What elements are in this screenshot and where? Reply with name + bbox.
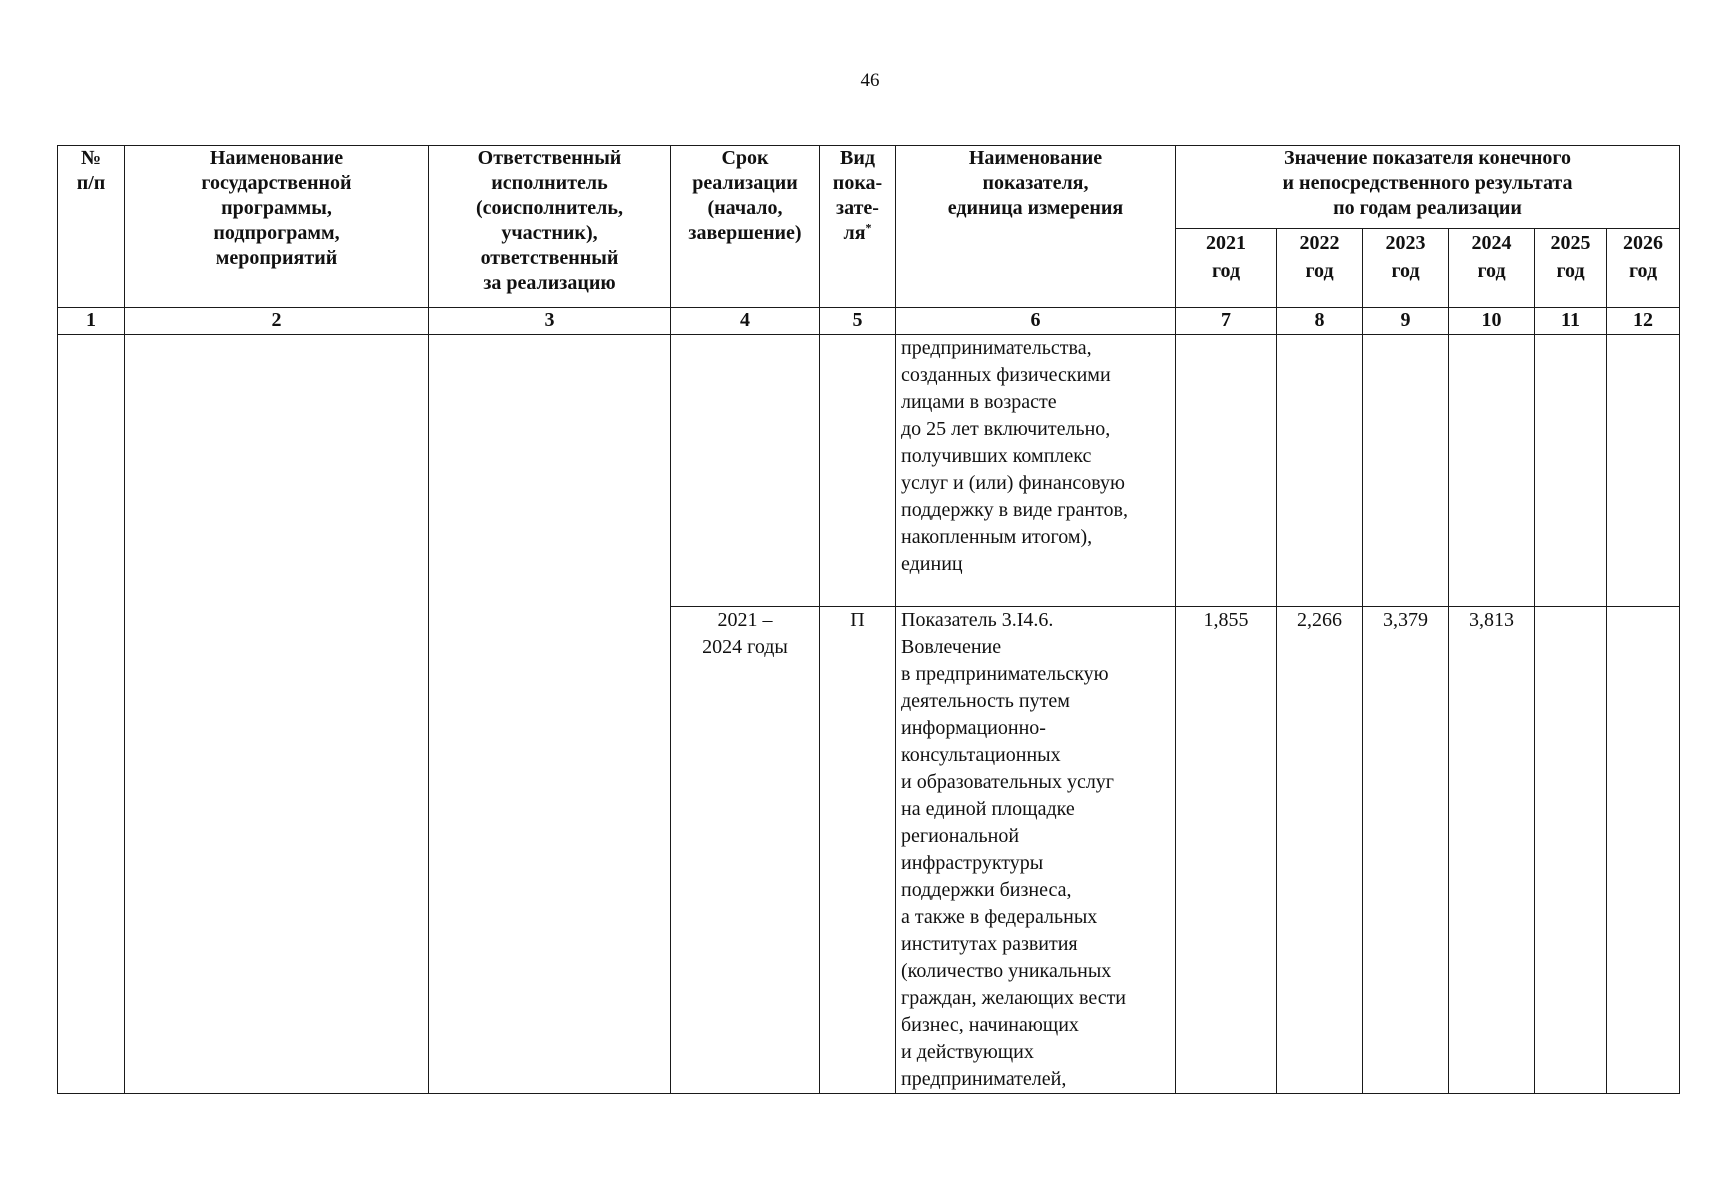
- column-number: 9: [1363, 308, 1449, 335]
- page-number: 46: [860, 70, 880, 91]
- header-year-2022: 2022 год: [1277, 229, 1363, 308]
- header-year-2023: 2023 год: [1363, 229, 1449, 308]
- header-indicator-type: [820, 146, 896, 308]
- column-number: 10: [1449, 308, 1535, 335]
- column-number: 11: [1535, 308, 1607, 335]
- cell-indicator-type: [820, 335, 896, 607]
- header-responsible: Ответственный исполнитель (соисполнитель, участник), ответственный за реализацию: [429, 146, 671, 308]
- cell-value-2024: [1449, 335, 1535, 607]
- indicators-table: [57, 145, 1680, 1094]
- cell-period: 2021 – 2024 годы: [671, 607, 820, 1094]
- header-year-2024: 2024 год: [1449, 229, 1535, 308]
- header-number: № п/п: [58, 146, 125, 308]
- cell-value-2022: [1277, 335, 1363, 607]
- header-indicator-type-footnote: *: [865, 220, 872, 235]
- cell-indicator-type: П: [820, 607, 896, 1094]
- header-program-name: Наименование государственной программы, подпрограмм, мероприятий: [125, 146, 429, 308]
- table-row: [58, 335, 1680, 607]
- cell-indicator-name: Показатель 3.I4.6. Вовлечение в предпринимательскую деятельность путем информационно- консультационных и образовательных услуг на единой площадке региональной инфраструктуры поддержки бизнеса, а также в федеральных институтах развития (количество уникальных граждан, желающих вести бизнес, начинающих и действующих предпринимателей,: [896, 607, 1176, 1094]
- cell-value-2025: [1535, 335, 1607, 607]
- header-year-2025: 2025 год: [1535, 229, 1607, 308]
- header-values-group: Значение показателя конечного и непосредственного результата по годам реализации: [1176, 146, 1680, 229]
- cell-value-2023: 3,379: [1363, 607, 1449, 1094]
- cell-value-2026: [1607, 335, 1680, 607]
- column-number: 6: [896, 308, 1176, 335]
- cell-value-2023: [1363, 335, 1449, 607]
- column-number: 7: [1176, 308, 1277, 335]
- cell-value-2021: [1176, 335, 1277, 607]
- cell-value-2022: 2,266: [1277, 607, 1363, 1094]
- column-number: 5: [820, 308, 896, 335]
- cell-responsible: [429, 335, 671, 1094]
- cell-value-2024: 3,813: [1449, 607, 1535, 1094]
- column-number: 2: [125, 308, 429, 335]
- cell-value-2021: 1,855: [1176, 607, 1277, 1094]
- header-period: Срок реализации (начало, завершение): [671, 146, 820, 308]
- column-number: 12: [1607, 308, 1680, 335]
- column-number: 8: [1277, 308, 1363, 335]
- header-year-2026: 2026 год: [1607, 229, 1680, 308]
- column-number: 3: [429, 308, 671, 335]
- cell-value-2026: [1607, 607, 1680, 1094]
- header-indicator-name: Наименование показателя, единица измерения: [896, 146, 1176, 308]
- column-number: 1: [58, 308, 125, 335]
- column-numbers-row: [58, 308, 1680, 335]
- cell-number: [58, 335, 125, 1094]
- header-indicator-type-text: Вид пока- зате- ля: [832, 147, 883, 244]
- header-year-2021: 2021 год: [1176, 229, 1277, 308]
- cell-indicator-name: предпринимательства, созданных физическими лицами в возрасте до 25 лет включительно, получивших комплекс услуг и (или) финансовую поддержку в виде грантов, накопленным итогом), единиц: [896, 335, 1176, 607]
- cell-program-name: [125, 335, 429, 1094]
- cell-period: [671, 335, 820, 607]
- column-number: 4: [671, 308, 820, 335]
- cell-value-2025: [1535, 607, 1607, 1094]
